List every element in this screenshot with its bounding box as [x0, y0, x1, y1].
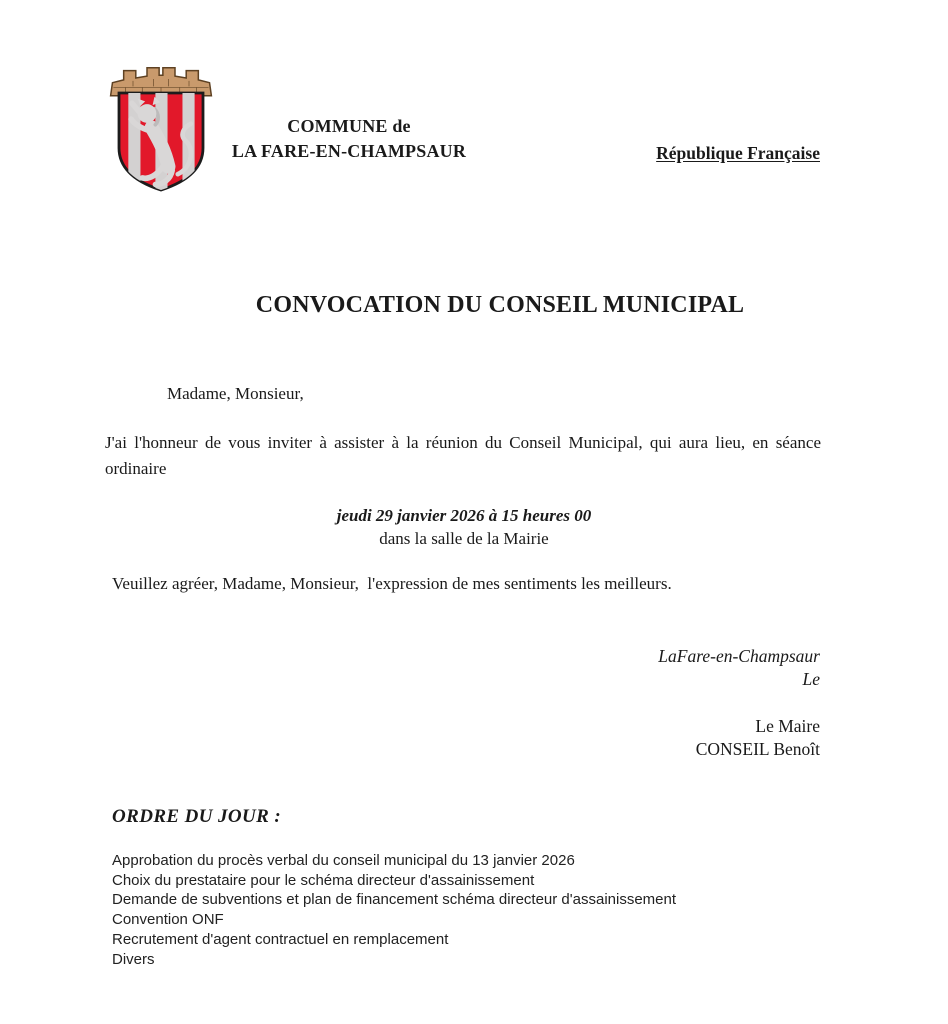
republique-francaise-label: République Française — [656, 143, 820, 163]
signer-name: CONSEIL Benoît — [695, 739, 820, 759]
coat-of-arms-graphic — [105, 62, 217, 193]
agenda-item: Convention ONF — [112, 911, 224, 929]
meeting-datetime: jeudi 29 janvier 2026 à 15 heures 00 — [336, 506, 592, 525]
agenda-heading: ORDRE DU JOUR : — [112, 806, 282, 827]
signer-role: Le Maire — [755, 716, 820, 736]
signature-signer — [105, 715, 820, 761]
signature-date-line: Le — [802, 669, 820, 689]
agenda-item: Divers — [112, 950, 155, 968]
agenda-item: Demande de subventions et plan de financement schéma directeur d'assainissement — [112, 891, 677, 909]
coat-of-arms — [105, 62, 217, 193]
commune-line-1: COMMUNE de — [287, 116, 411, 136]
meeting-location: dans la salle de la Mairie — [379, 529, 549, 548]
agenda-item: Approbation du procès verbal du conseil municipal du 13 janvier 2026 — [112, 852, 575, 869]
salutation: Madame, Monsieur, — [167, 384, 304, 403]
document-title: CONVOCATION DU CONSEIL MUNICIPAL — [255, 292, 745, 318]
signature-place-date — [105, 645, 820, 691]
invitation-paragraph: J'ai l'honneur de vous inviter à assister à la réunion du Conseil Municipal, qui aura lieu, en séance ordinaire — [105, 433, 821, 478]
closing-formula: Veuillez agréer, Madame, Monsieur, l'expression de mes sentiments les meilleurs. — [112, 574, 672, 593]
agenda-item: Choix du prestataire pour le schéma directeur d'assainissement — [112, 871, 535, 889]
agenda-item: Recrutement d'agent contractuel en remplacement — [112, 930, 449, 948]
meeting-details — [105, 504, 823, 550]
agenda-list — [112, 851, 872, 969]
commune-line-2: LA FARE-EN-CHAMPSAUR — [231, 141, 467, 161]
commune-header — [218, 114, 480, 164]
signature-place: LaFare-en-Champsaur — [658, 646, 820, 666]
